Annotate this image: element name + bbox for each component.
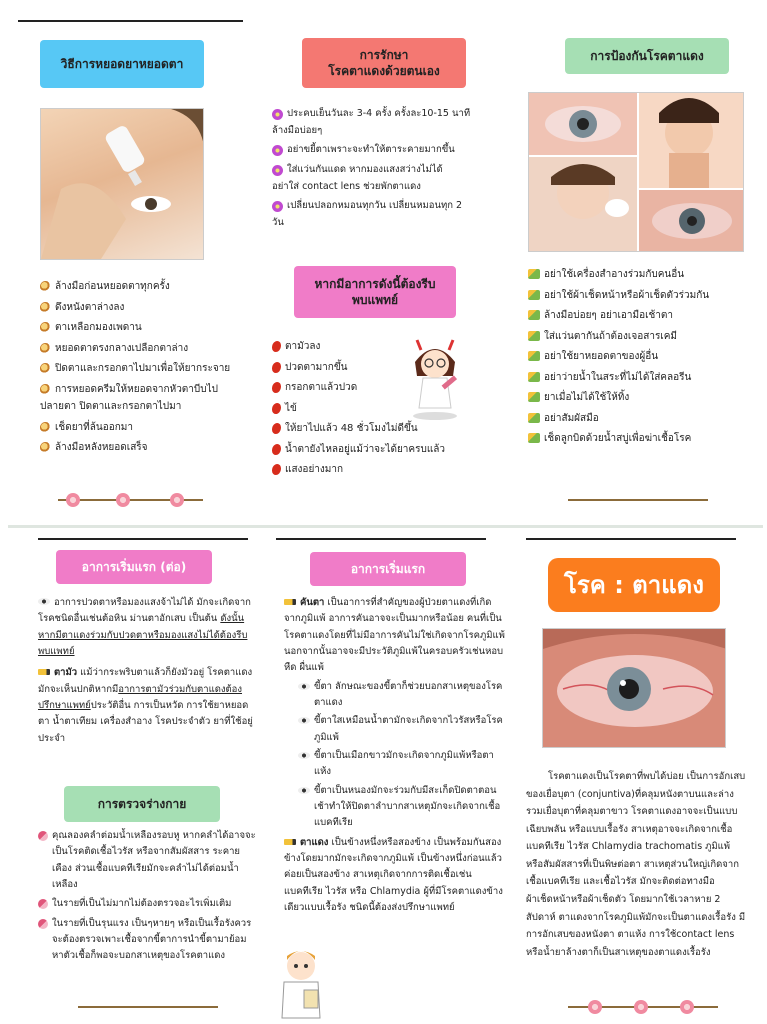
early-symptoms-text xyxy=(284,594,506,916)
list-item: ใส่แว่นกันแดด หากมองแสงสว่างไม่ได้ xyxy=(272,162,502,179)
doctor-cartoon-icon xyxy=(272,946,330,1024)
pencil-icon xyxy=(284,599,296,605)
list-item: หยอดตาตรงกลางเปลือกตาล่าง xyxy=(40,340,240,358)
list-item: กรอกตาแล้วปวด xyxy=(272,379,472,397)
eye-icon xyxy=(38,598,50,605)
checkmark-icon xyxy=(528,290,540,300)
flower-icon xyxy=(272,165,283,176)
vine-decoration xyxy=(568,493,708,507)
photophobia-paragraph: อาการปวดตาหรือมองแสงจ้าไม่ได้ มักจะเกิดจากโรคชนิดอื่นเช่นต้อหิน ม่านตาอักเสบ เป็นต้น ดังนั้นหากมีตาแดงร่วมกับปวดตาหรือมองแสงไม่ได้ต้องรีบพบแพทย์ xyxy=(38,597,251,657)
disease-title: โรค : ตาแดง xyxy=(548,558,720,612)
list-item: ใส่แว่นตากันถ้าต้องเจอสารเคมี xyxy=(528,328,758,346)
list-item: ประคบเย็นวันละ 3-4 ครั้ง ครั้งละ10-15 นาที xyxy=(272,106,502,123)
see-doctor-title: หากมีอาการดังนี้ต้องรีบ พบแพทย์ xyxy=(294,266,456,318)
list-item: ปวดตามากขึ้น xyxy=(272,359,472,377)
chili-icon xyxy=(272,362,281,373)
eye-icon xyxy=(298,752,310,759)
flower-vine-decoration xyxy=(568,1000,718,1014)
list-item: ขี้ตา ลักษณะของขี้ตาก็ช่วยบอกสาเหตุของโรคตาแดง xyxy=(298,679,506,712)
chili-icon xyxy=(272,444,281,455)
discharge-list xyxy=(284,679,506,832)
blurred-vision-paragraph: ตามัว แม้ว่ากระพริบตาแล้วก็ยังมัวอยู่ โรคตาแดงมักจะเห็นปกติหากมีอาการตามัวร่วมกับตาแดงต้องปรึกษาแพทย์ประวัติอื่น การเป็นหวัด การใช้ยาหยอดตา น้ำตาเทียม เครื่องสำอาง โรคประจำตัว ยาที่ใช้อยู่ประจำ xyxy=(38,667,253,744)
list-item: ในรายที่เป็นรุนแรง เป็นๆหายๆ หรือเป็นเรื้อรังควรจะต้องตรวจเพาะเชื้อจากขี้ตาการนำขี้ตามาย้อมหาตัวเชื้อก็พอจะบอกสาเหตุของโรคตาแดง xyxy=(38,916,256,965)
eye-drop-method-title: วิธีการหยอดยาหยอดตา xyxy=(40,40,204,88)
itchy-eyes-paragraph: คันตา เป็นอาการที่สำคัญของผู้ป่วยตาแดงที่เกิดจากภูมิแพ้ อาการคันอาจจะเป็นมากหรือน้อย คนที่เป็นโรคตาแดงโดยที่ไม่มีอาการคันไม่ใช่เกิดจากโรคภูมิแพ้ นอกจากนั้นอาจจะมีประวัติภูมิแพ้ในครอบครัวเช่นหอบหืด ผื่นแพ้ xyxy=(284,597,505,674)
list-item: ล้างมือหลังหยอดเสร็จ xyxy=(40,439,240,457)
list-item: อย่าใช้ยาหยอดตาของผู้อื่น xyxy=(528,348,758,366)
nurse-cartoon-icon xyxy=(405,332,465,422)
list-item: อย่าว่ายน้ำในสระที่ไม่ได้ใส่คลอรีน xyxy=(528,369,758,387)
vine-decoration xyxy=(78,1000,218,1014)
syringe-icon xyxy=(38,919,48,929)
chili-icon xyxy=(272,423,281,434)
magnifier-icon xyxy=(40,442,51,453)
list-item: ล้างมือก่อนหยอดตาทุกครั้ง xyxy=(40,278,240,296)
list-item: เปลี่ยนปลอกหมอนทุกวัน เปลี่ยนหมอนทุก 2 xyxy=(272,198,502,215)
red-eye-collage-illustration xyxy=(529,93,744,252)
list-item: น้ำตายังไหลอยู่แม้ว่าจะได้ยาครบแล้ว xyxy=(272,441,472,459)
list-item: ตาเหลือกมองเพดาน xyxy=(40,319,240,337)
bottom-divider-line-left xyxy=(38,538,248,540)
chili-icon xyxy=(272,382,281,393)
brochure-bottom-sheet xyxy=(8,525,763,1024)
flower-vine-decoration xyxy=(58,493,203,507)
checkmark-icon xyxy=(528,331,540,341)
bottom-divider-line-right xyxy=(526,538,736,540)
pencil-icon xyxy=(38,669,50,675)
flower-icon xyxy=(272,145,283,156)
flower-icon xyxy=(272,201,283,212)
disease-description: โรคตาแดงเป็นโรคตาที่พบได้บ่อย เป็นการอักเสบของเยื่อบุตา (conjuntiva)ที่คลุมหนังตาบนและล่างรวมเยื่อบุตาที่คลุมตาขาว โรคตาแดงอาจจะเป็นแบบเฉียบพลัน หรือแบบเรื้อรัง สาเหตุอาจจะเกิดจากเชื้อแบคทีเรีย ไวรัส Chlamydia trachomatis ภูมิแพ้ หรือสัมผัสสารที่เป็นพิษต่อตา สาเหตุส่วนใหญ่เกิดจากเชื้อแบคทีเรีย และเชื้อไวรัส มักจะติดต่อทางมือ ผ้าเช็ดหน้าหรือผ้าเช็ดตัว โดยมากใช้เวลาหาย 2 สัปดาห์ ตาแดงจากโรคภูมิแพ้มักจะเป็นตาแดงเรื้อรัง มีการอักเสบของหนังตา ตาแห้ง การใช้contact lens หรือน้ำยาล้างตาก็เป็นสาเหตุของตาแดงเรื้อรัง xyxy=(526,771,746,958)
physical-exam-list xyxy=(38,828,256,968)
self-care-title: การรักษา โรคตาแดงด้วยตนเอง xyxy=(302,38,466,88)
list-item-continued: ล้างมือบ่อยๆ xyxy=(272,124,323,136)
chili-icon xyxy=(272,464,281,475)
list-item: ไข้ xyxy=(272,400,472,418)
flower-icon xyxy=(272,109,283,120)
checkmark-icon xyxy=(528,310,540,320)
eye-drop-steps-list xyxy=(40,278,240,460)
eye-drops-illustration xyxy=(41,109,204,260)
list-item: คุณลองคลำต่อมน้ำเหลืองรอบหู หากคลำได้อาจจะเป็นโรคติดเชื้อไวรัส หรือจากสัมผัสสาร ระคายเคือง ส่วนเชื้อแบคทีเรียมักจะคลำไม่ได้ต่อมน้ำเหลือง xyxy=(38,828,256,893)
magnifier-icon xyxy=(40,363,51,374)
magnifier-icon xyxy=(40,343,51,354)
list-item: เช็ดลูกบิดด้วยน้ำสบู่เพื่อฆ่าเชื้อโรค xyxy=(528,430,758,448)
magnifier-icon xyxy=(40,422,51,433)
red-eye-collage-photo xyxy=(528,92,744,252)
chili-icon xyxy=(272,403,281,414)
early-symptoms-cont-title: อาการเริ่มแรก (ต่อ) xyxy=(56,550,212,584)
eye-icon xyxy=(298,787,310,794)
checkmark-icon xyxy=(528,392,540,402)
checkmark-icon xyxy=(528,351,540,361)
bottom-divider-line-middle xyxy=(276,538,486,540)
list-item: อย่าขยี้ตาเพราะจะทำให้ตาระคายมากขึ้น xyxy=(272,142,502,159)
red-eye-closeup-illustration xyxy=(543,629,726,748)
checkmark-icon xyxy=(528,413,540,423)
magnifier-icon xyxy=(40,322,51,333)
list-item: ขี้ตาเป็นเมือกขาวมักจะเกิดจากภูมิแพ้หรือตาแห้ง xyxy=(298,748,506,781)
magnifier-icon xyxy=(40,302,51,313)
list-item: ดึงหนังตาล่างลง xyxy=(40,299,240,317)
eye-icon xyxy=(298,717,310,724)
list-item: ขี้ตาเป็นหนองมักจะร่วมกับมีสะเก็ดปิดตาตอนเช้าทำให้ปิดตาลำบากสาเหตุมักจะเกิดจากเชื้อแบคทีเรีย xyxy=(298,783,506,832)
red-eye-side-paragraph: ตาแดง เป็นข้างหนึ่งหรือสองข้าง เป็นพร้อมกันสองข้างโดยมากมักจะเกิดจากภูมิแพ้ เป็นข้างหนึ่งก่อนแล้วค่อยเป็นสองข้าง สาเหตุเกิดจากการติดเชื้อเช่นแบคทีเรีย ไวรัส หรือ Chlamydia ผู้ที่มีโรคตาแดงข้างเดียวแบบเรื้อรัง ชนิดนี้ต้องส่งปรึกษาแพทย์ xyxy=(284,836,503,913)
list-item: ล้างมือบ่อยๆ อย่าเอามือเช้าตา xyxy=(528,307,758,325)
syringe-icon xyxy=(38,831,48,841)
checkmark-icon xyxy=(528,372,540,382)
list-item: ให้ยาไปแล้ว 48 ชั่วโมงไม่ดีขึ้น xyxy=(272,420,472,438)
red-eye-closeup-photo xyxy=(542,628,726,748)
list-item: ขี้ตาใสเหมือนน้ำตามักจะเกิดจากไวรัสหรือโรคภูมิแพ้ xyxy=(298,713,506,746)
list-item: การหยอดครีมให้หยอดจากหัวตาบีบไป xyxy=(40,381,240,399)
pencil-icon xyxy=(284,839,296,845)
syringe-icon xyxy=(38,899,48,909)
early-symptoms-cont-text xyxy=(38,594,256,747)
self-care-list xyxy=(272,106,502,234)
list-item-continued: วัน xyxy=(272,216,284,228)
list-item-continued: ปลายตา ปิดตาและกรอกตาไปมา xyxy=(40,401,182,412)
checkmark-icon xyxy=(528,269,540,279)
physical-exam-title: การตรวจร่างกาย xyxy=(64,786,220,822)
early-symptoms-title: อาการเริ่มแรก xyxy=(310,552,466,586)
list-item: เช็ดยาที่ล้นออกมา xyxy=(40,419,240,437)
checkmark-icon xyxy=(528,433,540,443)
list-item: ยาเมื่อไม่ได้ใช้ให้ทิ้ง xyxy=(528,389,758,407)
prevention-list xyxy=(528,266,758,451)
list-item: ปิดตาและกรอกตาไปมาเพื่อให้ยากระจาย xyxy=(40,360,240,378)
magnifier-icon xyxy=(40,384,51,395)
list-item: แสงอย่างมาก xyxy=(272,461,472,479)
list-item: ตามัวลง xyxy=(272,338,472,356)
prevention-title: การป้องกันโรคตาแดง xyxy=(565,38,729,74)
eye-icon xyxy=(298,683,310,690)
list-item-continued: อย่าใส่ contact lens ช่วยพักตาแดง xyxy=(272,180,421,192)
list-item: อย่าใช้ผ้าเช็ดหน้าหรือผ้าเช็ดตัวร่วมกัน xyxy=(528,287,758,305)
magnifier-icon xyxy=(40,281,51,292)
list-item: อย่าใช้เครื่องสำอางร่วมกับคนอื่น xyxy=(528,266,758,284)
list-item: ในรายที่เป็นไม่มากไม่ต้องตรวจอะไรเพิ่มเติม xyxy=(38,896,256,912)
eye-drops-photo xyxy=(40,108,204,260)
top-divider-line xyxy=(18,20,243,22)
chili-icon xyxy=(272,341,281,352)
list-item: อย่าสัมผัสมือ xyxy=(528,410,758,428)
